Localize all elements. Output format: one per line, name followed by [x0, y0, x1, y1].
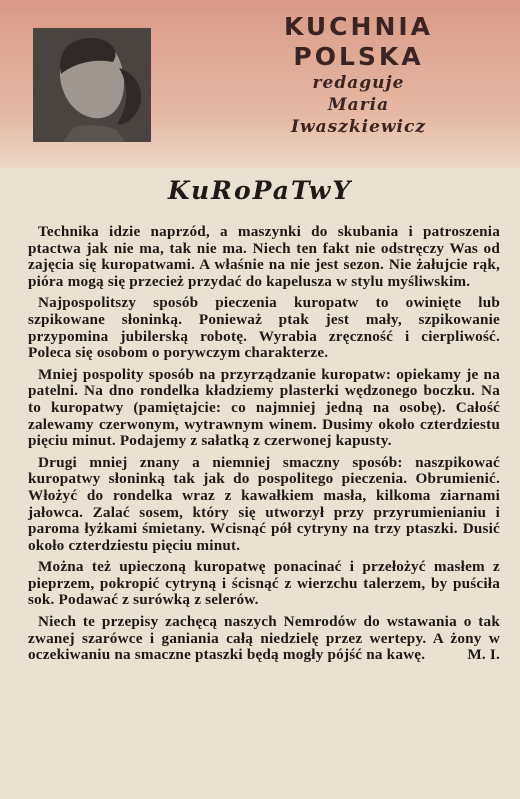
- editor-portrait: [33, 28, 151, 142]
- signature: M. I.: [467, 646, 500, 664]
- column-title-line1: KUCHNIA: [283, 12, 434, 41]
- column-title: [266, 12, 451, 138]
- portrait-image: [33, 28, 151, 142]
- editor-line: redaguje: [312, 73, 405, 93]
- column-header: [0, 0, 520, 168]
- paragraph-6-text: Niech te przepisy zachęcą naszych Nemrodów do wstawania o tak zwanej szarówce i ganiania całą niedzielę przez wertepy. A żony w oczekiwaniu na smaczne ptaszki będą mogły pójść na kawę.: [28, 613, 500, 664]
- paragraph-4: Drugi mniej znany a niemniej smaczny sposób: naszpikować kuropatwy słoninką tak jak do pospolitego pieczenia. Obrumienić. Włożyć do rondelka wraz z kawałkiem masła, kilkoma ziarnami jałowca. Zalać sosem, który się utworzył przy przyrumienianiu i paroma łyżkami śmietany. Wcisnąć pół cytryny na trzy ptaszki. Dusić około czterdziestu pięciu minut.: [28, 453, 500, 554]
- editor-first-name: Maria: [327, 95, 390, 115]
- paragraph-3: Mniej pospolity sposób na przyrządzanie kuropatw: opiekamy je na patelni. Na dno rondelka kładziemy plasterki wędzonego boczku. Na to kuropatwy (pamiętajcie: co najmniej jedną na osobę). Całość zalewamy czerwonym, wytrawnym winem. Dusimy około czterdziestu pięciu minut. Podajemy z sałatką z czerwonej kapusty.: [28, 365, 500, 450]
- paragraph-5: Można też upieczoną kuropatwę ponacinać i przełożyć masłem z pieprzem, pokropić cytryną i ścisnąć z wierzchu talerzem, by puściła sok. Podawać z surówką z selerów.: [28, 558, 500, 609]
- column-title-line2: POLSKA: [293, 42, 424, 71]
- paragraph-6: [28, 614, 500, 664]
- paragraph-2: Najpospolitszy sposób pieczenia kuropatw to owinięte lub szpikowane słoninką. Ponieważ ptak jest mały, szpikowanie przypomina jubilerską robotę. Wyrabia zręczność i cierpliwość. Poleca się osobom o porywczym charakterze.: [28, 294, 500, 362]
- editor-last-name: Iwaszkiewicz: [291, 117, 426, 137]
- article-body: [28, 224, 500, 669]
- paragraph-1: Technika idzie naprzód, a maszynki do skubania i patroszenia ptactwa jak nie ma, tak nie ma. Niech ten fakt nie odstręczy Was od zajęcia się kuropatwami. A właśnie na nie jest sezon. Nie żałujcie rąk, pióra mogą się przecież przydać do kapelusza w stylu myśliwskim.: [28, 223, 500, 290]
- article-title: KuRoPaTwY: [167, 176, 353, 205]
